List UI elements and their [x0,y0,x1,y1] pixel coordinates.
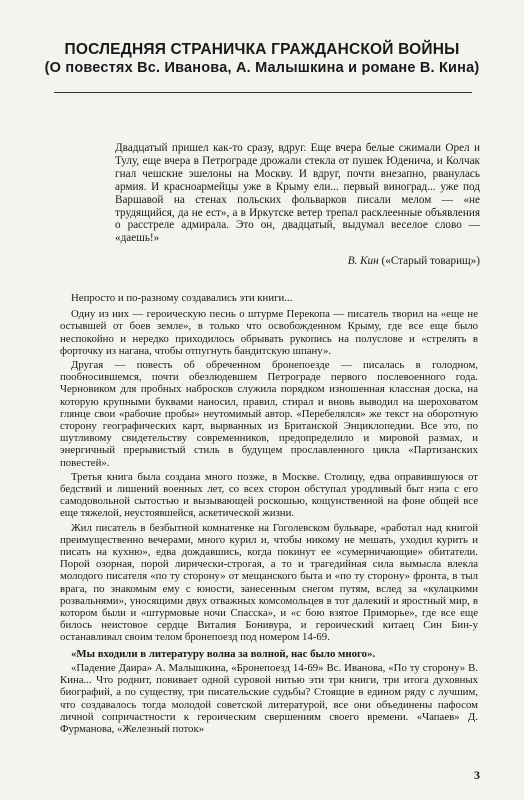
title-divider [54,92,472,93]
paragraph: Жил писатель в безбытной комнатенке на Гоголевском бульваре, «работал над книгой преимущественно вечерами, много курил и, чтобы никому не мешать, уходил курить и писать на кухню», едва дождавшись, когда покинут ее «сумерничающие» обитатели. Порой озорная, порой лирически-строгая, а то и трагедийная сила вымысла влекла молодого писателя «по ту сторону» от мещанского быта и «по ту сторону» фронта, в тыл врага, по знакомым ему с юности, занесенным снегом путям, вслед за «кулацкими розвальнями», уносящими двух отважных комсомольцев в тот далекий и яростный мир, в котором были и «штурмовые ночи Спасска», и «с бою взятое Приморье», где все еще билось неистовое сердце Виталия Бонивура, и героический китаец Син Бин-у останавливал своим телом бронепоезд под номером 14-69. [60,521,478,644]
title-line-main: ПОСЛЕДНЯЯ СТРАНИЧКА ГРАЖДАНСКОЙ ВОЙНЫ [64,41,460,58]
paragraph: Третья книга была создана много позже, в Москве. Столицу, едва оправившуюся от бедствий и лишений военных лет, со всех сторон обступал уродливый быт нэпа с его самодовольной сытостью и вызывающей роскошью, кощунственной на фоне общей все еще тяжелой, неустоявшейся, аскетической жизни. [60,470,478,520]
epigraph-source: («Старый товарищ») [381,255,480,267]
paragraph: Одну из них — героическую песнь о штурме Перекопа — писатель творил на «еще не остывшей от боев земле», в только что освобожденном Крыму, где все еще было неспокойно и нередко приходилось обрывать рукопись на полуслове и «стрелять в форточку из нагана, чтобы отпугнуть бандитскую шпану». [60,308,478,357]
epigraph-text: Двадцатый пришел как-то сразу, вдруг. Еще вчера белые сжимали Орел и Тулу, еще вчера в Петрограде дрожали стекла от пушек Юденича, и Колчак гнал чешские эшелоны на Москву. И вдруг, почти внезапно, рванулась армия. И красноармейцы уже в Крыму ели... первый виноград... уже под Варшавой на стенах польских фольварков писали мелом — «не трудящийся, да не ест», а в Иркутске ветер трепал расклеенные объявления о расстреле адмирала. Это он, двадцатый, выдумал веселое слово — «даешь!» [115,142,480,245]
epigraph-author: В. Кин [347,255,379,267]
paragraph: Непросто и по-разному создавались эти книги... [71,292,293,304]
paragraph: «Падение Даира» А. Малышкина, «Бронепоезд 14-69» Вс. Иванова, «По ту сторону» В. Кина... Что роднит, повивает одной суровой нитью эти три книги, три итога духовных биографий, а по существу, три писательские судьбы? Стоящие в едином ряду с лучшим, что создавалось тогда молодой советской литературой, все они объединены пафосом личной сопричастности к героическим свершениям своего времени. «Чапаев» Д. Фурманова, «Железный поток» [60,661,478,735]
article-title [40,40,484,78]
paragraph: Другая — повесть об обреченном бронепоезде — писалась в голодном, пообносившемся, почти обезлюдевшем Петрограде первого послевоенного года. Черновиком для пробных набросков служила порядком изношенная классная доска, на которую крупными буквами наносил, правил, стирал и вновь выводил на шероховатом глянце свои «рабочие пробы» неутомимый автор. «Перебелялся» же текст на оборотную сторону географических карт, вырванных из Британской Энциклопедии. Все это, по шутливому свидетельству современников, предопределило и мировой размах, и энергичный прерывистый стиль в будущем прославленного цикла «Партизанских повестей». [60,359,478,469]
section-quote: «Мы входили в литературу волна за волной, нас было много». [71,647,376,660]
title-line-subtitle: (О повестях Вс. Иванова, А. Малышкина и романе В. Кина) [44,60,480,76]
epigraph-attribution [348,255,480,268]
article-body [60,292,478,737]
page-number: 3 [474,768,480,782]
